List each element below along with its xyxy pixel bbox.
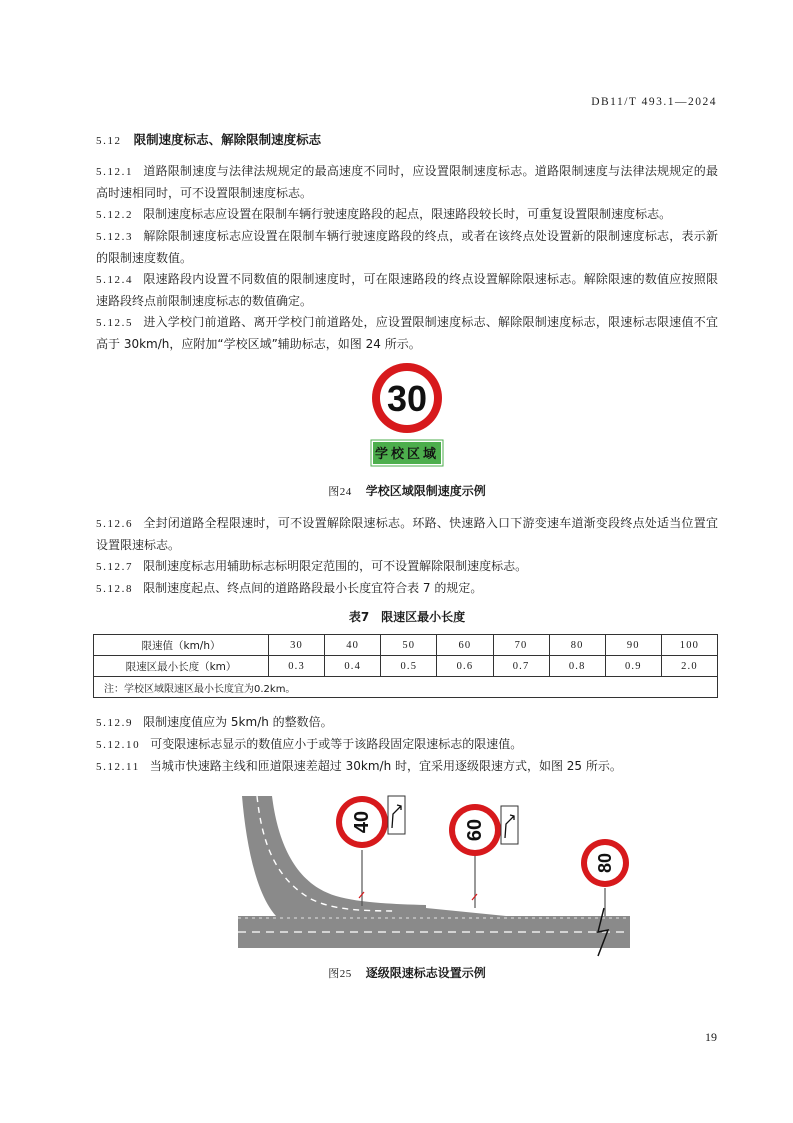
row-header-speed: 限速值（km/h） — [94, 635, 269, 656]
figure-title: 逐级限速标志设置示例 — [365, 966, 486, 980]
length-cell: 0.9 — [605, 656, 661, 677]
clause-number: 5.12.1 — [96, 166, 134, 178]
clause-5-12-9 — [96, 712, 718, 734]
clause-number: 5.12.7 — [96, 561, 134, 573]
clause-text: 全封闭道路全程限速时，可不设置解除限速标志。环路、快速路入口下游变速车道渐变段终点处适当位置宜设置限速标志。 — [96, 516, 718, 552]
clause-text: 限速路段内设置不同数值的限制速度时，可在限速路段的终点设置解除限速标志。解除限速的数值应按照限速路段终点前限制速度标志的数值确定。 — [96, 272, 718, 308]
speed-sign-60-value: 60 — [464, 818, 486, 842]
clause-5-12-4 — [96, 269, 718, 312]
clause-5-12-3 — [96, 226, 718, 269]
speed-cell: 90 — [605, 635, 661, 656]
speed-cell: 80 — [549, 635, 605, 656]
clause-text: 当城市快速路主线和匝道限速差超过 30km/h 时，宜采用逐级限速方式，如图 25 所示。 — [149, 759, 622, 773]
clause-5-12-7 — [96, 556, 718, 578]
figure-25 — [96, 784, 718, 964]
clause-text: 限制速度起点、终点间的道路路段最小长度宜符合表 7 的规定。 — [143, 581, 483, 595]
school-zone-sign-figure — [96, 361, 718, 483]
speed-sign-80-value: 80 — [595, 852, 615, 874]
speed-cell: 30 — [269, 635, 325, 656]
section-title: 限制速度标志、解除限制速度标志 — [133, 132, 322, 147]
speed-cell: 60 — [437, 635, 493, 656]
length-cell: 0.6 — [437, 656, 493, 677]
table-row — [94, 677, 718, 698]
clause-text: 解除限制速度标志应设置在限制车辆行驶速度路段的终点，或者在该终点处设置新的限制速度标志，表示新的限制速度数值。 — [96, 229, 718, 265]
figure-25-caption — [96, 964, 718, 983]
clause-5-12-5 — [96, 312, 718, 355]
page-number: 19 — [705, 1030, 717, 1044]
figure-title: 学校区域限制速度示例 — [365, 484, 486, 498]
speed-cell: 50 — [381, 635, 437, 656]
school-zone-plate-text: 学校区域 — [374, 447, 440, 462]
section-number: 5.12 — [96, 135, 122, 147]
page-content — [96, 131, 718, 983]
length-cell: 0.7 — [493, 656, 549, 677]
clause-text: 道路限制速度与法律法规规定的最高速度不同时，应设置限制速度标志。道路限制速度与法律法规规定的最高时速相同时，可不设置限制速度标志。 — [96, 164, 718, 200]
clause-number: 5.12.11 — [96, 761, 140, 773]
speed-cell: 70 — [493, 635, 549, 656]
clause-text: 限制速度标志用辅助标志标明限定范围的，可不设置解除限制速度标志。 — [143, 559, 528, 573]
figure-24-caption — [96, 482, 718, 501]
figure-24 — [96, 361, 718, 483]
clause-5-12-8 — [96, 578, 718, 600]
clause-text: 进入学校门前道路、离开学校门前道路处，应设置限制速度标志、解除限制速度标志，限速标志限速值不宜高于 30km/h，应附加“学校区域”辅助标志，如图 24 所示。 — [96, 315, 718, 351]
figure-number: 图24 — [328, 486, 352, 498]
row-header-length: 限速区最小长度（km） — [94, 656, 269, 677]
lane-plate-2 — [501, 806, 518, 844]
length-cell: 0.8 — [549, 656, 605, 677]
length-cell: 2.0 — [661, 656, 717, 677]
graduated-speed-limit-figure — [96, 784, 718, 964]
clause-5-12-6 — [96, 513, 718, 556]
speed-cell: 100 — [661, 635, 717, 656]
speed-cell: 40 — [325, 635, 381, 656]
merge-taper — [396, 905, 506, 916]
clause-5-12-10 — [96, 734, 718, 756]
table-row — [94, 635, 718, 656]
clause-number: 5.12.2 — [96, 209, 134, 221]
min-length-table — [93, 634, 718, 698]
table-7-title: 表7 限速区最小长度 — [348, 610, 466, 624]
speed-limit-value: 30 — [386, 378, 428, 419]
clause-number: 5.12.6 — [96, 518, 134, 530]
clause-5-12-2 — [96, 204, 718, 226]
clause-number: 5.12.10 — [96, 739, 141, 751]
section-heading — [96, 131, 718, 150]
clause-text: 可变限速标志显示的数值应小于或等于该路段固定限速标志的限速值。 — [150, 737, 523, 751]
length-cell: 0.4 — [325, 656, 381, 677]
clause-5-12-11 — [96, 756, 718, 778]
lane-plate-1 — [388, 796, 405, 834]
clause-text: 限制速度值应为 5km/h 的整数倍。 — [143, 715, 333, 729]
clause-number: 5.12.9 — [96, 717, 134, 729]
table-row — [94, 656, 718, 677]
speed-sign-40-value: 40 — [351, 810, 373, 834]
clause-number: 5.12.3 — [96, 231, 134, 243]
table-note: 注：学校区域限速区最小长度宜为0.2km。 — [94, 677, 718, 698]
clause-number: 5.12.5 — [96, 317, 134, 329]
clause-number: 5.12.8 — [96, 583, 134, 595]
length-cell: 0.3 — [269, 656, 325, 677]
figure-number: 图25 — [328, 968, 352, 980]
document-code: DB11/T 493.1—2024 — [591, 96, 717, 108]
length-cell: 0.5 — [381, 656, 437, 677]
clause-text: 限制速度标志应设置在限制车辆行驶速度路段的起点，限速路段较长时，可重复设置限制速度标志。 — [143, 207, 672, 221]
clause-5-12-1 — [96, 161, 718, 204]
clause-number: 5.12.4 — [96, 274, 134, 286]
